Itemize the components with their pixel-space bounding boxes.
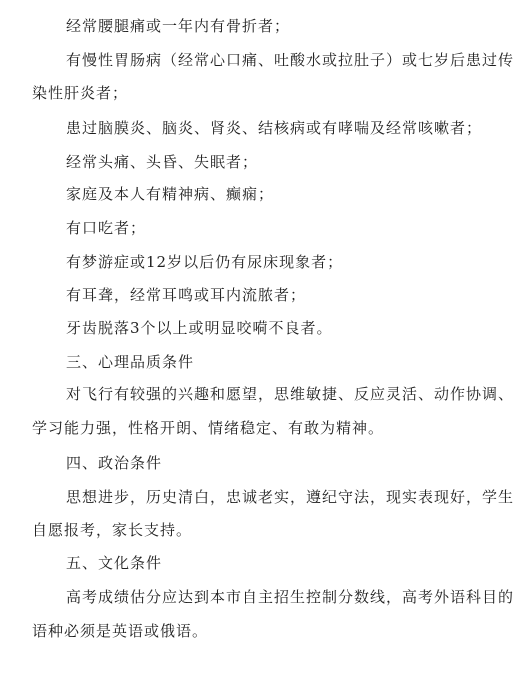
paragraph-line: 有慢性胃肠病（经常心口痛、吐酸水或拉肚子）或七岁后患过传 <box>66 51 515 69</box>
paragraph-line: 对飞行有较强的兴趣和愿望，思维敏捷、反应灵活、动作协调、 <box>66 385 515 403</box>
paragraph-line: 学习能力强，性格开朗、情绪稳定、有敢为精神。 <box>32 419 385 437</box>
paragraph-line: 高考成绩估分应达到本市自主招生控制分数线，高考外语科目的 <box>66 588 515 606</box>
section-heading: 四、政治条件 <box>66 454 163 472</box>
paragraph-line: 有口吃者； <box>66 219 147 237</box>
paragraph-line: 患过脑膜炎、脑炎、肾炎、结核病或有哮喘及经常咳嗽者； <box>66 119 483 137</box>
paragraph-line: 思想进步，历史清白，忠诚老实，遵纪守法，现实表现好，学生 <box>66 488 515 506</box>
paragraph-line: 经常头痛、头昏、失眠者； <box>66 153 259 171</box>
paragraph-line: 牙齿脱落3个以上或明显咬嗬不良者。 <box>66 319 333 337</box>
paragraph-line: 有梦游症或12岁以后仍有尿床现象者； <box>66 253 344 271</box>
paragraph-line: 染性肝炎者； <box>32 84 129 102</box>
paragraph-line: 经常腰腿痛或一年内有骨折者； <box>66 17 291 35</box>
section-heading: 三、心理品质条件 <box>66 353 195 371</box>
paragraph-line: 有耳聋，经常耳鸣或耳内流脓者； <box>66 286 307 304</box>
section-heading: 五、文化条件 <box>66 554 163 572</box>
paragraph-line: 自愿报考，家长支持。 <box>32 521 193 539</box>
paragraph-line: 家庭及本人有精神病、癫痫； <box>66 185 275 203</box>
paragraph-line: 语种必须是英语或俄语。 <box>32 622 209 640</box>
